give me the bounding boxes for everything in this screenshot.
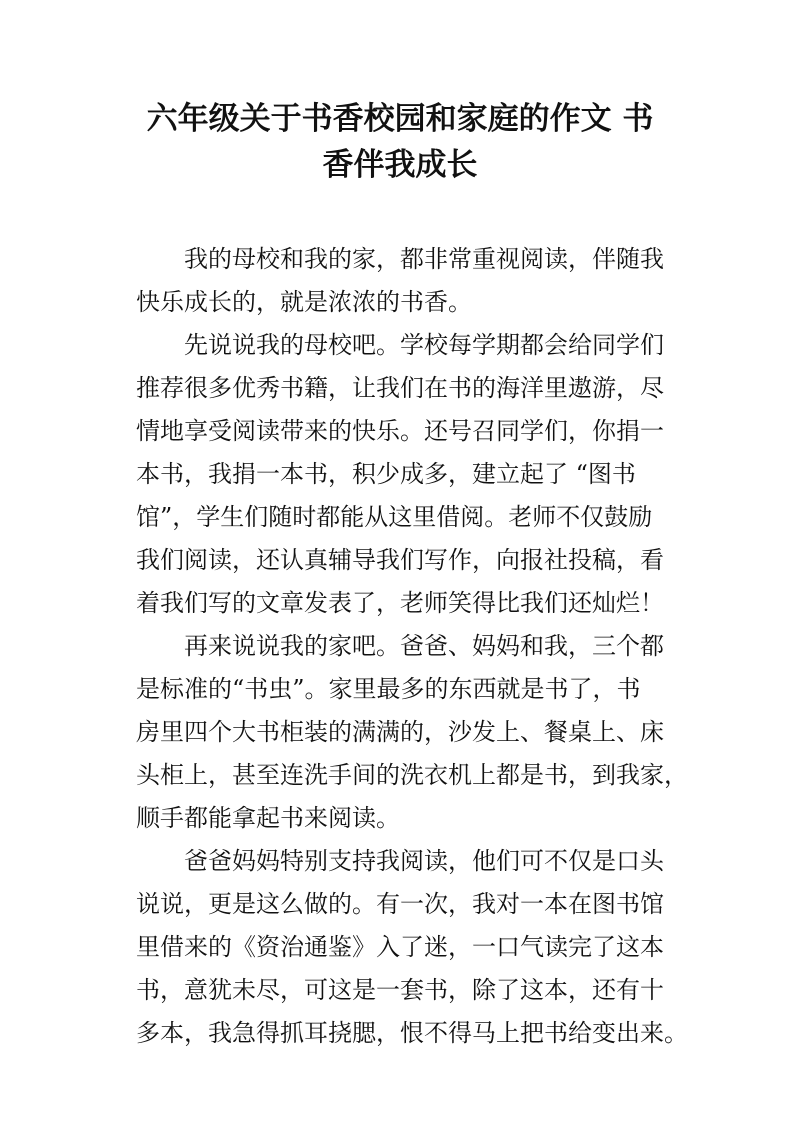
paragraph-line: 房里四个大书柜装的满满的，沙发上、餐桌上、床: [136, 718, 664, 746]
title-line: 香伴我成长: [322, 147, 478, 183]
title-line: 六年级关于书香校园和家庭的作文 书: [146, 101, 654, 137]
paragraph-line: 着我们写的文章发表了，老师笑得比我们还灿烂！: [136, 589, 664, 617]
document-body: [136, 238, 688, 1055]
paragraph-line: 爸爸妈妈特别支持我阅读，他们可不仅是口头: [184, 847, 664, 875]
paragraph-line: 我们阅读，还认真辅导我们写作，向报社投稿，看: [136, 546, 664, 574]
document-title: [100, 96, 700, 188]
paragraph-line: 头柜上，甚至连洗手间的洗衣机上都是书，到我家，: [136, 761, 688, 789]
paragraph-school: [136, 324, 672, 625]
paragraph-line: 推荐很多优秀书籍，让我们在书的海洋里遨游，尽: [136, 374, 664, 402]
paragraph-line: 书，意犹未尽，可这是一套书，除了这本，还有十: [136, 976, 664, 1004]
paragraph-line: 再来说说我的家吧。爸爸、妈妈和我，三个都: [184, 632, 664, 660]
paragraph-line: 是标准的“书虫”。家里最多的东西就是书了，书: [136, 675, 641, 703]
paragraph-line: 里借来的《资治通鉴》入了迷，一口气读完了这本: [136, 933, 664, 961]
paragraph-intro: [136, 238, 672, 324]
paragraph-line: 多本，我急得抓耳挠腮，恨不得马上把书给变出来。: [136, 1019, 688, 1047]
paragraph-line: 说说，更是这么做的。有一次，我对一本在图书馆: [136, 890, 664, 918]
paragraph-line: 情地享受阅读带来的快乐。还号召同学们，你捐一: [136, 417, 664, 445]
paragraph-parents: [136, 840, 688, 1055]
paragraph-line: 我的母校和我的家，都非常重视阅读，伴随我: [184, 245, 664, 273]
paragraph-line: 先说说我的母校吧。学校每学期都会给同学们: [184, 331, 664, 359]
paragraph-line: 馆”，学生们随时都能从这里借阅。老师不仅鼓励: [136, 503, 653, 531]
paragraph-home: [136, 625, 688, 840]
paragraph-line: 快乐成长的，就是浓浓的书香。: [136, 288, 472, 316]
paragraph-line: 顺手都能拿起书来阅读。: [136, 804, 400, 832]
paragraph-line: 本书，我捐一本书，积少成多，建立起了 “图书: [136, 460, 636, 488]
